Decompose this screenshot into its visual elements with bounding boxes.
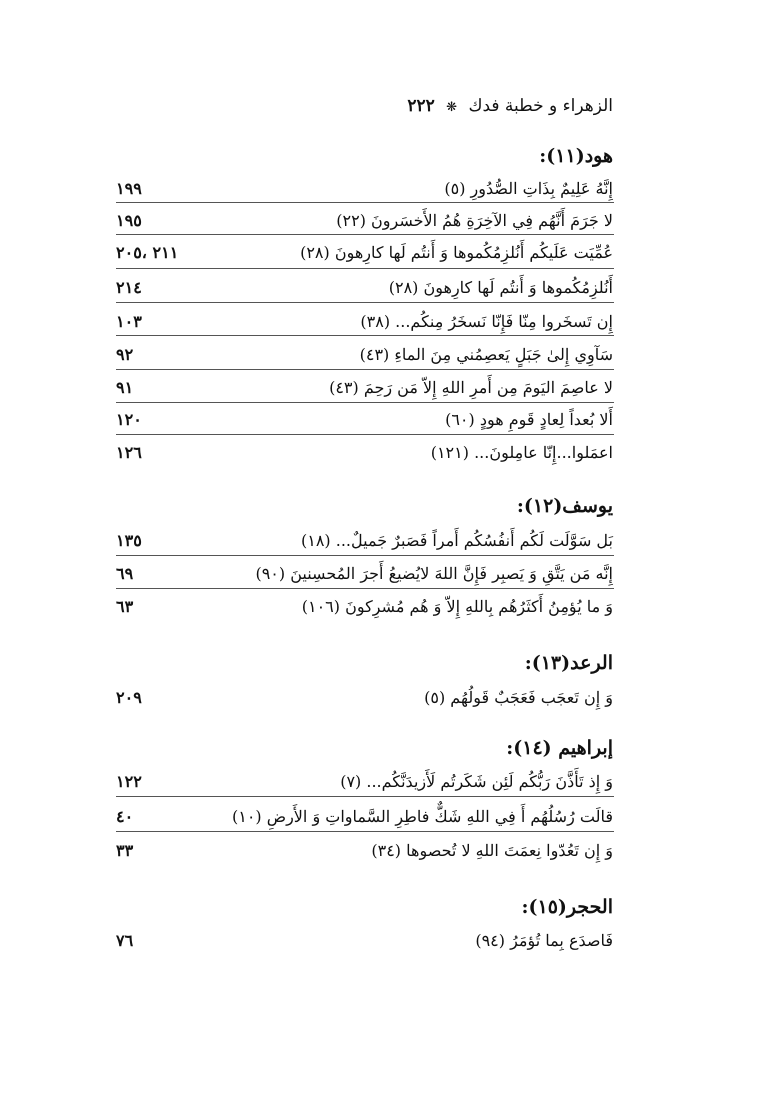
page-ref: ٩١: [116, 378, 134, 397]
index-entry: [0, 312, 766, 342]
page-ref: ١٢٠: [116, 410, 142, 429]
verse-text: سَآوِي إِلىٰ جَبَلٍ يَعصِمُني مِنَ الماءِ (٤٣): [359, 345, 613, 364]
page-ref: ١٣٥: [116, 531, 142, 550]
divider: [116, 588, 614, 589]
running-header: [407, 96, 613, 116]
verse-text: لا عاصِمَ اليَومَ مِن أَمرِ اللهِ إِلاّ مَن رَحِمَ (٤٣): [329, 378, 613, 397]
verse-text: أَنُلزِمُكُموها وَ أَنتُم لَها كارِهونَ (٢٨): [388, 278, 613, 297]
page-ref: ٣٣: [116, 841, 134, 860]
divider: [116, 555, 614, 556]
divider: [116, 234, 614, 235]
verse-text: قالَت رُسُلُهُم أَ فِي اللهِ شَكٌّ فاطِرِ السَّماواتِ وَ الأَرضِ (١٠): [231, 807, 613, 826]
index-entry: [0, 410, 766, 440]
verse-text: وَ إِذ تَأَذَّنَ رَبُّكُم لَئِن شَكَرتُم لَأَزيدَنَّكُم... (٧): [340, 772, 613, 791]
index-entry: [0, 807, 766, 837]
verse-text: اعمَلوا...إِنّا عامِلونَ... (١٢١): [430, 443, 613, 462]
divider: [116, 302, 614, 303]
divider: [116, 202, 614, 203]
index-entry: [0, 211, 766, 241]
page-ref: ١٩٩: [116, 179, 142, 198]
divider: [116, 831, 614, 832]
page-ref: ١٠٣: [116, 312, 142, 331]
verse-text: بَل سَوَّلَت لَكُم أَنفُسُكُم أَمراً فَصَبرٌ جَميلٌ... (١٨): [300, 531, 613, 550]
index-entry: [0, 345, 766, 375]
index-entry: [0, 564, 766, 594]
divider: [116, 335, 614, 336]
divider: [116, 796, 614, 797]
page-ref: ١٢٢: [116, 772, 142, 791]
index-entry: [0, 841, 766, 871]
page-ref: ٤٠: [116, 807, 134, 826]
verse-text: إِنَّهُ عَلِيمٌ بِذَاتِ الصُّدُورِ (٥): [444, 179, 613, 198]
verse-text: لا جَرَمَ أَنَّهُم فِي الآخِرَةِ هُمُ الأَخسَرونَ (٢٢): [336, 211, 613, 230]
verse-text: إِن تَسخَروا مِنّا فَإِنّا نَسخَرُ مِنكُم... (٣٨): [360, 312, 613, 331]
section-title: إبراهيم (١٤):: [506, 737, 613, 759]
index-entry: [0, 772, 766, 802]
index-entry: [0, 278, 766, 308]
ornament-icon: ❋: [446, 100, 458, 115]
page-ref: ٢٠٩: [116, 688, 142, 707]
page-ref: ٢١١ ،٢٠٥: [116, 243, 179, 262]
page-ref: ٧٦: [116, 931, 134, 950]
section-title: الرعد(١٣):: [524, 652, 613, 674]
page-number: ٢٢٢: [407, 96, 435, 116]
verse-text: وَ ما يُؤمِنُ أَكثَرُهُم بِاللهِ إِلاّ وَ هُم مُشرِكونَ (١٠٦): [301, 597, 613, 616]
verse-text: عُمِّيَت عَلَيكُم أَنُلزِمُكُموها وَ أَنتُم لَها كارِهونَ (٢٨): [300, 243, 613, 262]
verse-text: إِنَّه مَن يَتَّقِ وَ يَصبِر فَإِنَّ اللهَ لايُضيعُ أَجرَ المُحسِنينَ (٩٠): [255, 564, 613, 583]
page-ref: ٢١٤: [116, 278, 142, 297]
page-ref: ١٢٦: [116, 443, 142, 462]
book-title: الزهراء و خطبة فدك: [468, 96, 613, 116]
verse-text: وَ إِن تَعُدّوا نِعمَتَ اللهِ لا تُحصوها (٣٤): [371, 841, 613, 860]
verse-text: فَاصدَع بِما تُؤمَرُ (٩٤): [475, 931, 613, 950]
index-entry: [0, 179, 766, 209]
divider: [116, 402, 614, 403]
page-ref: ٦٩: [116, 564, 134, 583]
verse-text: أَلا بُعداً لِعادٍ قَومِ هودٍ (٦٠): [445, 410, 613, 429]
page-ref: ٩٢: [116, 345, 134, 364]
index-entry: [0, 688, 766, 718]
index-entry: [0, 931, 766, 961]
page-ref: ٦٣: [116, 597, 134, 616]
index-entry: [0, 597, 766, 627]
section-title: هود(١١):: [539, 145, 613, 167]
index-entry: [0, 531, 766, 561]
page-ref: ١٩٥: [116, 211, 142, 230]
section-title: الحجر(١٥):: [521, 896, 613, 918]
divider: [116, 268, 614, 269]
section-title: يوسف(١٢):: [516, 495, 613, 517]
divider: [116, 434, 614, 435]
index-entry: [0, 378, 766, 408]
divider: [116, 369, 614, 370]
index-entry: [0, 443, 766, 473]
verse-text: وَ إِن تَعجَب فَعَجَبٌ قَولُهُم (٥): [424, 688, 613, 707]
